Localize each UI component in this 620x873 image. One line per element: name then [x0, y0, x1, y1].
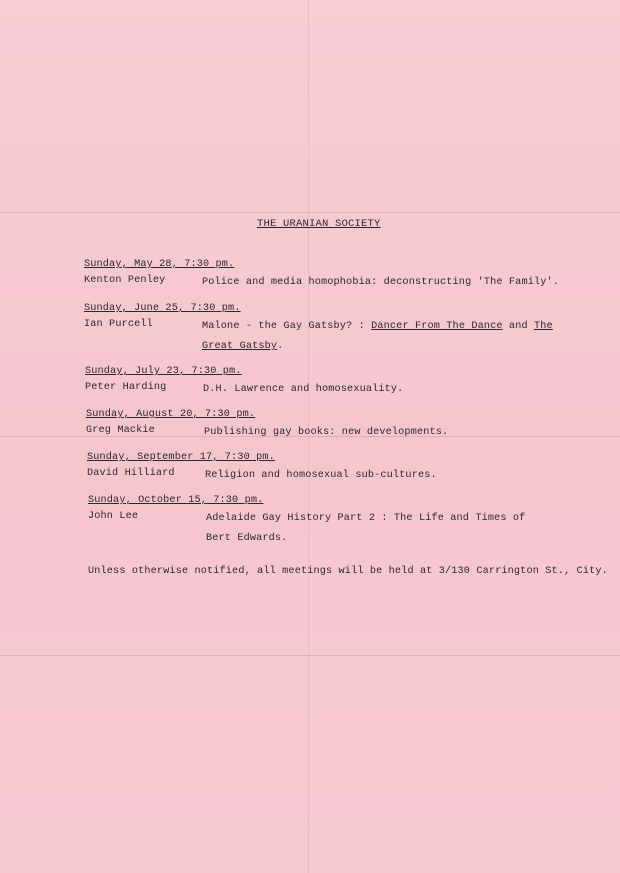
event-topic: Religion and homosexual sub-cultures.: [205, 470, 437, 481]
event-date: Sunday, September 17, 7:30 pm.: [87, 452, 275, 463]
book-title: Great Gatsby: [202, 341, 278, 352]
event-speaker: David Hilliard: [87, 468, 175, 479]
event-date: Sunday, June 25, 7:30 pm.: [84, 303, 241, 314]
fold-line: [0, 212, 620, 213]
event-topic: Publishing gay books: new developments.: [204, 427, 449, 438]
event-speaker: Ian Purcell: [84, 319, 153, 330]
footer-note: Unless otherwise notified, all meetings will be held at 3/130 Carrington St., City.: [88, 566, 608, 577]
event-speaker: Greg Mackie: [86, 425, 155, 436]
book-title: Dancer From The Dance: [371, 321, 503, 332]
event-item: [87, 452, 437, 484]
event-topic: [206, 511, 525, 547]
event-topic-line: Bert Edwards.: [206, 533, 288, 544]
event-date: Sunday, July 23, 7:30 pm.: [85, 366, 242, 377]
event-speaker: Kenton Penley: [84, 275, 166, 286]
topic-text: .: [277, 341, 284, 352]
topic-text: and: [502, 321, 534, 332]
event-date: Sunday, October 15, 7:30 pm.: [88, 495, 264, 506]
event-topic-line: [202, 319, 553, 335]
event-item: [84, 303, 553, 355]
event-topic-line: Adelaide Gay History Part 2 : The Life and Times of: [206, 513, 526, 524]
topic-text: Malone - the Gay Gatsby? :: [202, 321, 372, 332]
fold-line: [0, 655, 620, 656]
event-item: [86, 409, 448, 441]
event-topic: Police and media homophobia: deconstructing 'The Family'.: [202, 277, 560, 288]
event-speaker: Peter Harding: [85, 382, 167, 393]
event-item: [84, 259, 559, 291]
event-topic: D.H. Lawrence and homosexuality.: [203, 384, 404, 395]
event-item: [85, 366, 403, 398]
book-title: The: [534, 321, 553, 332]
page-title: THE URANIAN SOCIETY: [257, 218, 381, 230]
event-topic-line: [202, 339, 553, 355]
event-item: [88, 495, 525, 547]
event-date: Sunday, May 28, 7:30 pm.: [84, 259, 235, 270]
event-date: Sunday, August 20, 7:30 pm.: [86, 409, 256, 420]
event-topic: [202, 319, 553, 355]
event-speaker: John Lee: [88, 511, 139, 522]
